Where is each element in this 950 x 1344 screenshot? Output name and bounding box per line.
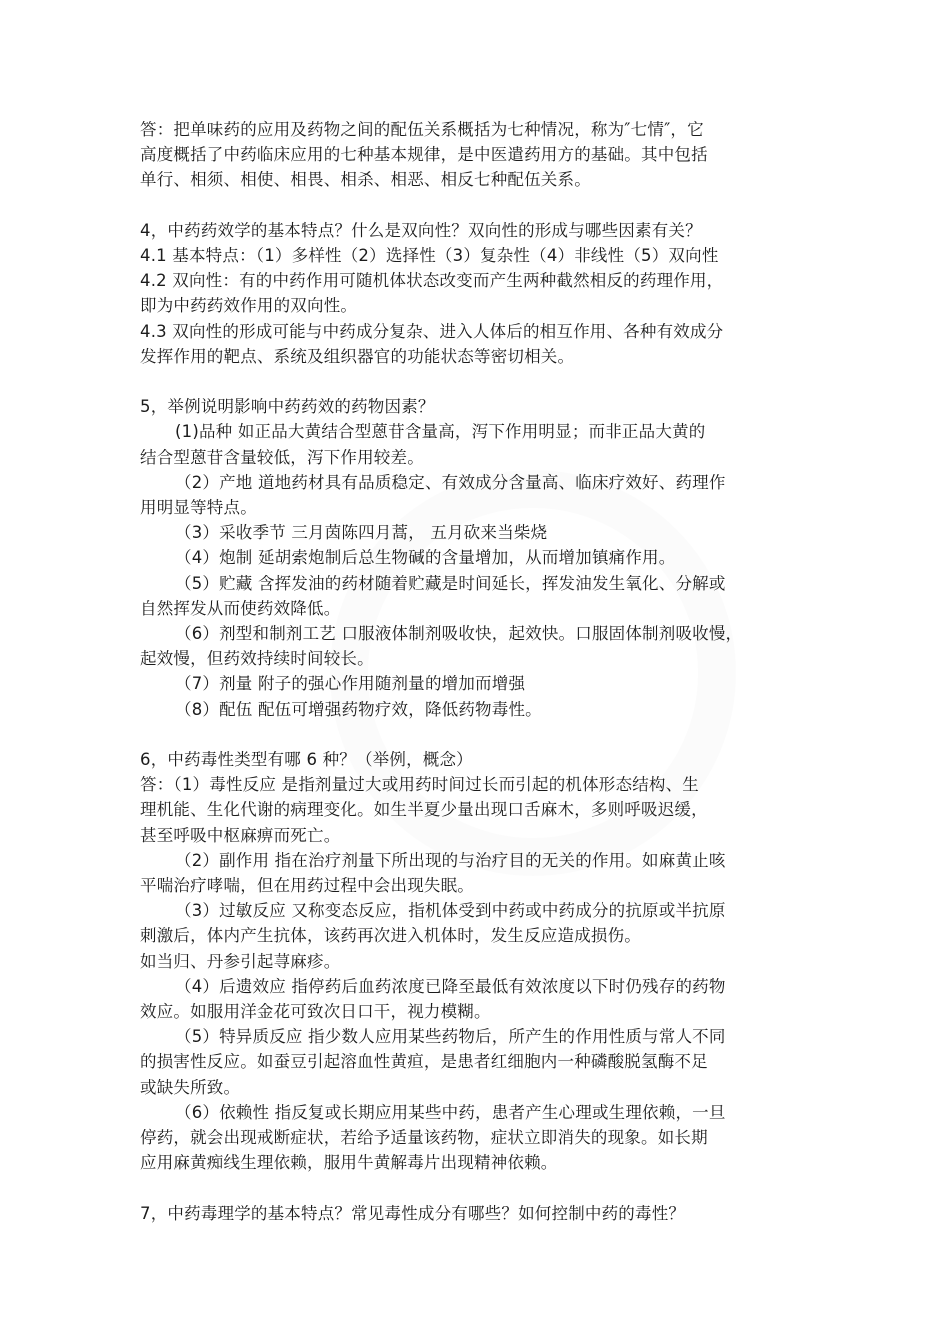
text-line: （5）特异质反应 指少数人应用某些药物后，所产生的作用性质与常人不同 [175, 1027, 726, 1047]
text-line: （5）贮藏 含挥发油的药材随着贮藏是时间延长，挥发油发生氧化、分解或 [175, 573, 726, 593]
text-line: （4）后遗效应 指停药后血药浓度已降至最低有效浓度以下时仍残存的药物 [175, 976, 726, 996]
text-line: 甚至呼吸中枢麻痹而死亡。 [140, 825, 341, 845]
text-line: （2）产地 道地药材具有品质稳定、有效成分含量高、临床疗效好、药理作 [175, 472, 726, 492]
text-line: （8）配伍 配伍可增强药物疗效，降低药物毒性。 [175, 699, 542, 719]
text-line: 4.1 基本特点：（1）多样性（2）选择性（3）复杂性（4）非线性（5）双向性 [140, 246, 719, 265]
text-line: 5，举例说明影响中药药效的药物因素？ [140, 397, 435, 417]
text-line: 发挥作用的靶点、系统及组织器官的功能状态等密切相关。 [140, 346, 575, 366]
paragraph-gap [140, 369, 830, 394]
text-line: （7）剂量 附子的强心作用随剂量的增加而增强 [175, 674, 526, 694]
text-line: 7，中药毒理学的基本特点？常见毒性成分有哪些？如何控制中药的毒性？ [140, 1203, 686, 1223]
text-line: （6）依赖性 指反复或长期应用某些中药，患者产生心理或生理依赖，一旦 [175, 1102, 726, 1122]
text-line: 起效慢，但药效持续时间较长。 [140, 649, 374, 669]
text-line: 停药，就会出现戒断症状，若给予适量该药物，症状立即消失的现象。如长期 [140, 1128, 708, 1148]
text-line: 应用麻黄痴线生理依赖，服用牛黄解毒片出现精神依赖。 [140, 1153, 558, 1173]
text-line: 用明显等特点。 [140, 498, 257, 518]
text-line: 单行、相须、相使、相畏、相杀、相恶、相反七种配伍关系。 [140, 170, 591, 190]
text-line: 的损害性反应。如蚕豆引起溶血性黄疸，是患者红细胞内一种磷酸脱氢酶不足 [140, 1052, 708, 1072]
text-line: 自然挥发从而使药效降低。 [140, 598, 341, 618]
text-line: 平喘治疗哮喘，但在用药过程中会出现失眠。 [140, 876, 474, 896]
text-line: （6）剂型和制剂工艺 口服液体制剂吸收快，起效快。口服固体制剂吸收慢， [175, 624, 743, 644]
text-line: 答：把单味药的应用及药物之间的配伍关系概括为七种情况，称为″七情″，它 [140, 120, 704, 139]
text-line: 高度概括了中药临床应用的七种基本规律，是中医遣药用方的基础。其中包括 [140, 145, 708, 165]
text-line: （4）炮制 延胡索炮制后总生物碱的含量增加，从而增加镇痛作用。 [175, 548, 676, 568]
text-line: 即为中药药效作用的双向性。 [140, 296, 358, 316]
text-line: (1)品种 如正品大黄结合型蒽苷含量高，泻下作用明显；而非正品大黄的 [175, 422, 706, 442]
text-line: （3）采收季节 三月茵陈四月蒿， 五月砍来当柴烧 [175, 523, 548, 543]
text-line: 4.2 双向性：有的中药作用可随机体状态改变而产生两种截然相反的药理作用， [140, 271, 724, 291]
text-line: 效应。如服用洋金花可致次日口干，视力模糊。 [140, 1002, 491, 1022]
text-line: 4.3 双向性的形成可能与中药成分复杂、进入人体后的相互作用、各种有效成分 [140, 321, 724, 341]
text-line: 或缺失所致。 [140, 1077, 241, 1097]
text-line: 4，中药药效学的基本特点？什么是双向性？双向性的形成与哪些因素有关？ [140, 220, 702, 240]
text-line: 结合型蒽苷含量较低，泻下作用较差。 [140, 447, 424, 467]
paragraph-gap [140, 1175, 830, 1200]
text-line: 6，中药毒性类型有哪 6 种？（举例，概念） [140, 750, 473, 770]
text-line: （3）过敏反应 又称变态反应，指机体受到中药或中药成分的抗原或半抗原 [175, 901, 726, 921]
text-line: （2）副作用 指在治疗剂量下所出现的与治疗目的无关的作用。如麻黄止咳 [175, 850, 726, 870]
document-body [140, 117, 830, 1226]
text-line: 理机能、生化代谢的病理变化。如生半夏少量出现口舌麻木，多则呼吸迟缓， [140, 800, 708, 820]
paragraph-gap [140, 193, 830, 218]
paragraph-gap [140, 722, 830, 747]
text-line: 答：（1）毒性反应 是指剂量过大或用药时间过长而引起的机体形态结构、生 [140, 775, 699, 795]
text-line: 刺激后，体内产生抗体，该药再次进入机体时，发生反应造成损伤。 [140, 926, 641, 946]
text-line: 如当归、丹参引起荨麻疹。 [140, 951, 341, 971]
